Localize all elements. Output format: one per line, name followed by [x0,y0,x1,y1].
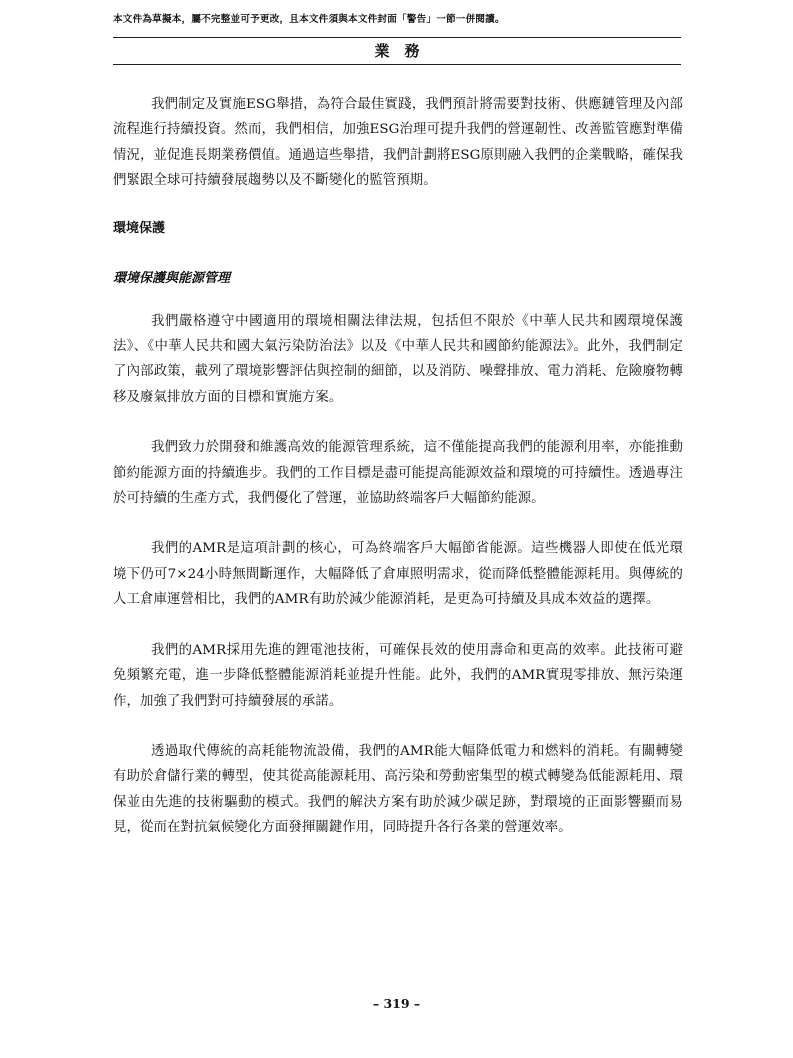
paragraph-logistics-transformation: 透過取代傳統的高耗能物流設備，我們的AMR能大幅降低電力和燃料的消耗。有關轉變有助於倉儲行業的轉型，使其從高能源耗用、高污染和勞動密集型的模式轉變為低能源耗用、環保並由先進的技術驅動的模式。我們的解決方案有助於減少碳足跡，對環境的正面影響顯而易見，從而在對抗氣候變化方面發揮關鍵作用，同時提升各行各業的營運效率。 [113,743,683,836]
paragraph-laws-compliance: 我們嚴格遵守中國適用的環境相關法律法規，包括但不限於《中華人民共和國環境保護法》、《中華人民共和國大氣污染防治法》以及《中華人民共和國節約能源法》。此外，我們制定了內部政策，載列了環境影響評估與控制的細節，以及消防、噪聲排放、電力消耗、危險廢物轉移及廢氣排放方面的目標和實施方案。 [113,313,683,405]
page-content [113,92,683,866]
section-title: 業務 [374,42,435,60]
header-top-rule [113,37,681,38]
subheading-energy-management: 環境保護與能源管理 [113,270,231,286]
page-number: – 319 – [372,996,421,1011]
paragraph-amr-core: 我們的AMR是這項計劃的核心，可為終端客戶大幅節省能源。這些機器人即使在低光環境下仍可7×24小時無間斷運作，大幅降低了倉庫照明需求，從而降低整體能源耗用。與傳統的人工倉庫運營相比，我們的AMR有助於減少能源消耗，是更為可持續及具成本效益的選擇。 [113,541,683,608]
draft-disclaimer: 本文件為草擬本，屬不完整並可予更改，且本文件須與本文件封面「警告」一節一併閱讀。 [113,14,505,25]
heading-environmental-protection: 環境保護 [113,220,166,236]
header-bottom-rule [113,64,681,65]
paragraph-lithium-battery: 我們的AMR採用先進的鋰電池技術，可確保長效的使用壽命和更高的效率。此技術可避免頻繁充電，進一步降低整體能源消耗並提升性能。此外，我們的AMR實現零排放、無污染運作，加強了我們對可持續發展的承諾。 [113,642,683,709]
intro-paragraph: 我們制定及實施ESG舉措，為符合最佳實踐，我們預計將需要對技術、供應鏈管理及內部流程進行持續投資。然而，我們相信，加強ESG治理可提升我們的營運韌性、改善監管應對準備情況，並促進長期業務價值。通過這些舉措，我們計劃將ESG原則融入我們的企業戰略，確保我們緊跟全球可持續發展趨勢以及不斷變化的監管預期。 [113,97,683,189]
paragraph-energy-system: 我們致力於開發和維護高效的能源管理系統，這不僅能提高我們的能源利用率，亦能推動節約能源方面的持續進步。我們的工作目標是盡可能提高能源效益和環境的可持續性。透過專注於可持續的生產方式，我們優化了營運，並協助終端客戶大幅節約能源。 [113,440,683,507]
